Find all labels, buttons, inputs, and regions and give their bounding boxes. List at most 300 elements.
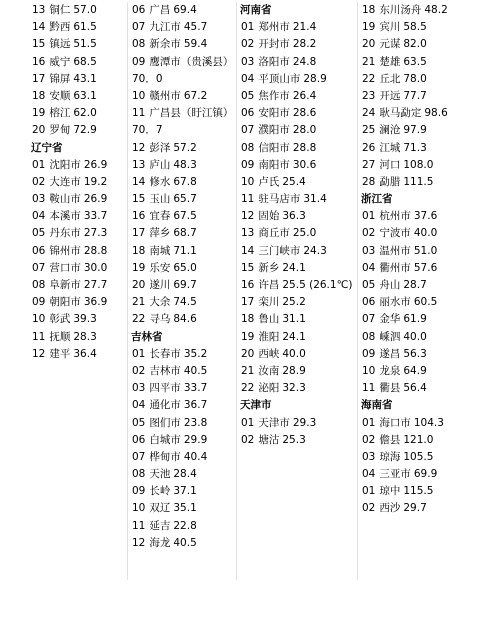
- station-number: 20: [362, 38, 376, 51]
- station-name: 宾川: [379, 21, 401, 34]
- station-name: 鹰潭市（贵溪县）: [149, 55, 234, 68]
- station-number: 13: [32, 4, 46, 16]
- station-name: 黔西: [49, 21, 71, 34]
- station-row: [358, 294, 469, 311]
- station-row: [358, 466, 469, 483]
- station-value: 97.9: [403, 124, 427, 137]
- station-number: 03: [241, 55, 255, 68]
- station-row: [237, 88, 357, 105]
- station-value: 28.4: [173, 468, 197, 481]
- station-row: [28, 19, 126, 36]
- station-name: 儋县: [379, 433, 401, 446]
- station-value: 71.1: [173, 244, 197, 257]
- station-number: 10: [132, 502, 146, 515]
- station-row: [358, 157, 469, 174]
- station-number: 04: [32, 210, 46, 223]
- station-number: 10: [362, 364, 376, 377]
- station-name: 楚雄: [379, 55, 401, 68]
- station-value: 40.0: [403, 330, 427, 343]
- station-value: 62.0: [73, 107, 97, 120]
- station-name: 镇远: [49, 38, 71, 51]
- station-row: [28, 346, 126, 363]
- station-number: 21: [241, 364, 255, 377]
- station-row: [128, 415, 236, 432]
- province-heading: 河南省: [240, 4, 272, 16]
- station-value: 27.3: [83, 227, 108, 240]
- station-number: 07: [132, 21, 146, 34]
- station-name: 大余: [149, 296, 171, 309]
- station-number: 08: [32, 279, 46, 291]
- station-row: [28, 157, 126, 174]
- station-name: 丽水市: [379, 296, 411, 309]
- station-row: [358, 105, 469, 122]
- station-number: 16: [241, 279, 255, 291]
- station-number: 02: [241, 433, 255, 446]
- station-number: 03: [32, 193, 46, 206]
- station-name: 元谋: [379, 38, 401, 51]
- station-value: 32.3: [282, 382, 306, 395]
- station-value: 37.6: [413, 210, 438, 223]
- station-number: 21: [362, 55, 376, 68]
- station-row: [237, 346, 357, 363]
- station-name: 天池: [149, 468, 171, 481]
- station-name: 丘北: [379, 72, 401, 85]
- station-value: 57.0: [73, 4, 97, 16]
- station-value: 36.3: [282, 210, 306, 223]
- station-row: [358, 71, 469, 88]
- station-row: [128, 535, 236, 552]
- station-value: 31.4: [303, 193, 327, 206]
- station-value: 28.6: [292, 107, 317, 120]
- station-value: 25.3: [282, 433, 306, 446]
- station-name: 勐腊: [379, 175, 401, 188]
- station-value: 25.2: [282, 296, 306, 309]
- station-row: [237, 36, 357, 53]
- station-name: 濮阳市: [258, 124, 290, 137]
- station-value: 31.1: [282, 313, 306, 326]
- station-number: 06: [32, 244, 46, 257]
- station-number: 10: [32, 313, 46, 326]
- station-number: 19: [132, 261, 146, 274]
- station-row: [128, 140, 236, 157]
- station-name: 鲁山: [258, 313, 280, 326]
- station-value: 33.7: [83, 210, 108, 223]
- station-value: 59.4: [183, 38, 208, 51]
- station-value: 28.9: [303, 72, 327, 85]
- province-heading: 浙江省: [361, 193, 393, 206]
- station-row: [358, 140, 469, 157]
- station-row: [358, 122, 469, 139]
- station-value: 25.5 (26.1℃): [282, 279, 353, 291]
- station-name: 衢县: [379, 382, 401, 395]
- station-name: 丹东市: [49, 227, 81, 240]
- station-number: 12: [32, 347, 46, 360]
- station-number: 04: [241, 72, 255, 85]
- station-name: 泌阳: [258, 382, 280, 395]
- station-name: 遂川: [149, 279, 171, 291]
- station-number: 15: [241, 261, 255, 274]
- station-name: 金华: [379, 313, 401, 326]
- station-number: 05: [32, 227, 46, 240]
- station-name: 嵊泗: [379, 330, 401, 343]
- station-value: 74.5: [173, 296, 197, 309]
- station-value: 40.5: [173, 536, 197, 549]
- station-number: 01: [362, 485, 376, 498]
- station-row: [237, 415, 357, 432]
- station-number: 07: [132, 450, 146, 463]
- station-name: 朝阳市: [49, 296, 81, 309]
- station-name: 遂昌: [379, 347, 401, 360]
- station-number: 17: [32, 72, 46, 85]
- station-name: 淮阳: [258, 330, 280, 343]
- station-value: 23.8: [183, 416, 208, 429]
- station-number: 17: [132, 227, 146, 240]
- station-value: 82.0: [403, 38, 427, 51]
- station-name: 天津市: [258, 416, 290, 429]
- station-number: 17: [241, 296, 255, 309]
- province-heading: 辽宁省: [31, 141, 63, 154]
- station-name: 安顺: [49, 89, 71, 102]
- station-value: 65.7: [173, 193, 197, 206]
- station-value: 64.9: [403, 364, 427, 377]
- station-row: [128, 397, 236, 414]
- station-number: 14: [32, 21, 46, 34]
- station-value: 121.0: [403, 433, 434, 446]
- station-name: 吉林市: [149, 364, 181, 377]
- station-name: 庐山: [149, 158, 171, 171]
- station-value: 24.3: [303, 244, 327, 257]
- station-number: 70．7: [132, 124, 163, 137]
- station-number: 11: [32, 330, 46, 343]
- station-value: 28.0: [292, 124, 317, 137]
- station-row: [28, 277, 126, 294]
- station-row: [28, 36, 126, 53]
- station-value: 35.1: [173, 502, 197, 515]
- station-value: 26.9: [83, 158, 108, 171]
- station-number: 23: [362, 89, 376, 102]
- station-name: 宜春: [149, 210, 171, 223]
- station-value: 37.1: [173, 485, 197, 498]
- station-value: 68.7: [173, 227, 197, 240]
- station-number: 02: [32, 175, 46, 188]
- table-column-2: [127, 2, 236, 580]
- station-row: [237, 329, 357, 346]
- station-name: 双辽: [149, 502, 171, 515]
- station-row: [237, 260, 357, 277]
- station-name: 焦作市: [258, 89, 290, 102]
- station-value: 25.4: [282, 175, 306, 188]
- station-name: 许昌: [258, 279, 280, 291]
- station-number: 01: [362, 210, 376, 223]
- station-row: [28, 122, 126, 139]
- station-name: 南城: [149, 244, 171, 257]
- station-name: 白城市: [149, 433, 181, 446]
- station-name: 新余市: [149, 38, 181, 51]
- station-number: 11: [132, 519, 146, 532]
- station-name: 澜沧: [379, 124, 401, 137]
- station-row: [128, 500, 236, 517]
- station-row: [237, 432, 357, 449]
- station-value: 67.2: [183, 89, 208, 102]
- station-value: 57.6: [413, 261, 438, 274]
- station-number: 08: [132, 468, 146, 481]
- station-value: 29.9: [183, 433, 208, 446]
- station-row: [28, 105, 126, 122]
- station-value: 24.1: [282, 330, 306, 343]
- station-name: 河口: [379, 158, 401, 171]
- station-name: 乐安: [149, 261, 171, 274]
- station-name: 江城: [379, 141, 401, 154]
- station-row: [128, 225, 236, 242]
- station-value: 78.0: [403, 72, 427, 85]
- station-value: 48.3: [173, 158, 197, 171]
- station-number: 10: [241, 175, 255, 188]
- station-name: 桦甸市: [149, 450, 181, 463]
- province-heading: 吉林省: [131, 330, 163, 343]
- station-row: [128, 122, 236, 139]
- station-name: 开封市: [258, 38, 290, 51]
- station-value: 22.8: [173, 519, 197, 532]
- station-value: 28.7: [403, 279, 427, 291]
- station-row: [28, 88, 126, 105]
- station-value: 19.2: [83, 175, 108, 188]
- station-row: [358, 500, 469, 517]
- station-name: 南阳市: [258, 158, 290, 171]
- station-row: [358, 54, 469, 71]
- station-value: 71.3: [403, 141, 427, 154]
- station-row: [128, 483, 236, 500]
- station-number: 27: [362, 158, 376, 171]
- station-number: 15: [132, 193, 146, 206]
- station-name: 玉山: [149, 193, 171, 206]
- station-number: 06: [132, 4, 146, 16]
- station-value: 28.8: [292, 141, 317, 154]
- station-value: 69.4: [173, 4, 197, 16]
- station-value: 40.0: [413, 227, 438, 240]
- station-value: 57.2: [173, 141, 197, 154]
- station-value: 105.5: [403, 450, 434, 463]
- station-value: 72.9: [73, 124, 97, 137]
- station-number: 05: [241, 89, 255, 102]
- table-column-3: [236, 2, 357, 580]
- station-number: 08: [132, 38, 146, 51]
- station-row: [358, 311, 469, 328]
- station-row: [28, 174, 126, 191]
- station-number: 04: [132, 399, 146, 412]
- station-name: 郑州市: [258, 21, 290, 34]
- station-value: 68.5: [73, 55, 97, 68]
- station-number: 25: [362, 124, 376, 137]
- station-value: 63.5: [403, 55, 427, 68]
- station-row: [28, 329, 126, 346]
- station-row: [128, 243, 236, 260]
- station-number: 06: [132, 433, 146, 446]
- station-row: [128, 174, 236, 191]
- station-name: 耿马勐定: [379, 107, 422, 120]
- station-row: [128, 54, 236, 71]
- station-name: 汝南: [258, 364, 280, 377]
- station-number: 10: [132, 89, 146, 102]
- station-row: [358, 208, 469, 225]
- station-name: 锦州市: [49, 244, 81, 257]
- station-name: 抚顺: [49, 330, 71, 343]
- station-number: 18: [241, 313, 255, 326]
- station-number: 18: [132, 244, 146, 257]
- station-row: [358, 483, 469, 500]
- station-row: [358, 36, 469, 53]
- station-number: 15: [32, 38, 46, 51]
- station-row: [358, 277, 469, 294]
- station-name: 营口市: [49, 261, 81, 274]
- station-number: 11: [362, 382, 376, 395]
- station-value: 29.7: [403, 502, 427, 515]
- station-value: 24.8: [292, 55, 317, 68]
- station-value: 51.0: [413, 244, 438, 257]
- station-number: 02: [362, 433, 376, 446]
- station-number: 20: [241, 347, 255, 360]
- station-number: 01: [132, 347, 146, 360]
- station-number: 19: [241, 330, 255, 343]
- station-number: 16: [132, 210, 146, 223]
- station-row: [128, 88, 236, 105]
- station-value: 40.4: [183, 450, 208, 463]
- station-row: [358, 88, 469, 105]
- station-row: [128, 363, 236, 380]
- station-number: 11: [132, 107, 146, 120]
- station-row: [128, 518, 236, 535]
- station-name: 三亚市: [379, 468, 411, 481]
- station-row: [128, 36, 236, 53]
- station-value: 24.1: [282, 261, 306, 274]
- station-row: [28, 294, 126, 311]
- station-name: 塘沽: [258, 433, 280, 446]
- station-row: [237, 363, 357, 380]
- station-number: 07: [32, 261, 46, 274]
- station-number: 01: [241, 416, 255, 429]
- station-name: 长岭: [149, 485, 171, 498]
- station-row: [358, 449, 469, 466]
- station-number: 03: [132, 382, 146, 395]
- station-row: [128, 346, 236, 363]
- province-heading: 海南省: [361, 399, 393, 412]
- station-row: [128, 311, 236, 328]
- station-name: 信阳市: [258, 141, 290, 154]
- station-row: [28, 311, 126, 328]
- station-value: 84.6: [173, 313, 197, 326]
- rainfall-table-page: [28, 2, 468, 584]
- station-name: 洛阳市: [258, 55, 290, 68]
- station-number: 70．0: [132, 72, 163, 85]
- station-number: 09: [132, 55, 146, 68]
- station-row: [28, 260, 126, 277]
- station-number: 20: [132, 279, 146, 291]
- station-number: 02: [362, 502, 376, 515]
- station-name: 四平市: [149, 382, 181, 395]
- station-row: [237, 191, 357, 208]
- station-row: [128, 71, 236, 88]
- station-row: [28, 208, 126, 225]
- station-name: 九江市: [149, 21, 181, 34]
- station-number: 21: [132, 296, 146, 309]
- station-value: 28.2: [292, 38, 317, 51]
- station-number: 28: [362, 175, 376, 188]
- station-row: [237, 225, 357, 242]
- station-number: 12: [132, 141, 146, 154]
- station-name: 锦屏: [49, 72, 71, 85]
- station-name: 三门峡市: [258, 244, 301, 257]
- station-number: 09: [132, 485, 146, 498]
- station-value: 104.3: [413, 416, 444, 429]
- station-value: 61.9: [403, 313, 427, 326]
- station-number: 04: [362, 261, 376, 274]
- station-value: 51.5: [73, 38, 97, 51]
- station-row: [128, 380, 236, 397]
- station-row: [128, 466, 236, 483]
- station-name: 萍乡: [149, 227, 171, 240]
- station-name: 赣州市: [149, 89, 181, 102]
- station-name: 卢氏: [258, 175, 280, 188]
- station-value: 36.4: [73, 347, 97, 360]
- station-name: 西沙: [379, 502, 401, 515]
- station-number: 09: [362, 347, 376, 360]
- station-value: 56.3: [403, 347, 427, 360]
- station-name: 安阳市: [258, 107, 290, 120]
- station-name: 琼中: [379, 485, 401, 498]
- station-value: 69.9: [413, 468, 438, 481]
- station-row: [28, 191, 126, 208]
- station-number: 07: [362, 313, 376, 326]
- station-name: 彰武: [49, 313, 71, 326]
- station-number: 11: [241, 193, 255, 206]
- station-row: [237, 174, 357, 191]
- station-row: [237, 277, 357, 294]
- station-number: 09: [241, 158, 255, 171]
- station-name: 阜新市: [49, 279, 81, 291]
- station-value: 30.6: [292, 158, 317, 171]
- station-value: 26.9: [83, 193, 108, 206]
- station-number: 19: [362, 21, 376, 34]
- station-number: 13: [241, 227, 255, 240]
- station-number: 19: [32, 107, 46, 120]
- station-name: 新乡: [258, 261, 280, 274]
- station-row: [128, 449, 236, 466]
- station-name: 罗甸: [49, 124, 71, 137]
- station-row: [358, 346, 469, 363]
- station-number: 24: [362, 107, 376, 120]
- station-number: 04: [362, 468, 376, 481]
- station-name: 威宁: [49, 55, 71, 68]
- station-number: 18: [362, 4, 376, 16]
- station-row: [237, 122, 357, 139]
- station-value: 67.5: [173, 210, 197, 223]
- station-value: 67.8: [173, 175, 197, 188]
- station-name: 温州市: [379, 244, 411, 257]
- station-name: 寻乌: [149, 313, 171, 326]
- station-row: [28, 71, 126, 88]
- station-value: 45.7: [183, 21, 208, 34]
- station-value: 98.6: [424, 107, 448, 120]
- station-number: 14: [241, 244, 255, 257]
- station-row: [237, 54, 357, 71]
- station-number: 08: [241, 141, 255, 154]
- station-name: 商丘市: [258, 227, 290, 240]
- station-number: 02: [132, 364, 146, 377]
- station-row: [237, 380, 357, 397]
- station-row: [128, 260, 236, 277]
- station-row: [358, 432, 469, 449]
- station-name: 本溪市: [49, 210, 81, 223]
- station-row: [237, 311, 357, 328]
